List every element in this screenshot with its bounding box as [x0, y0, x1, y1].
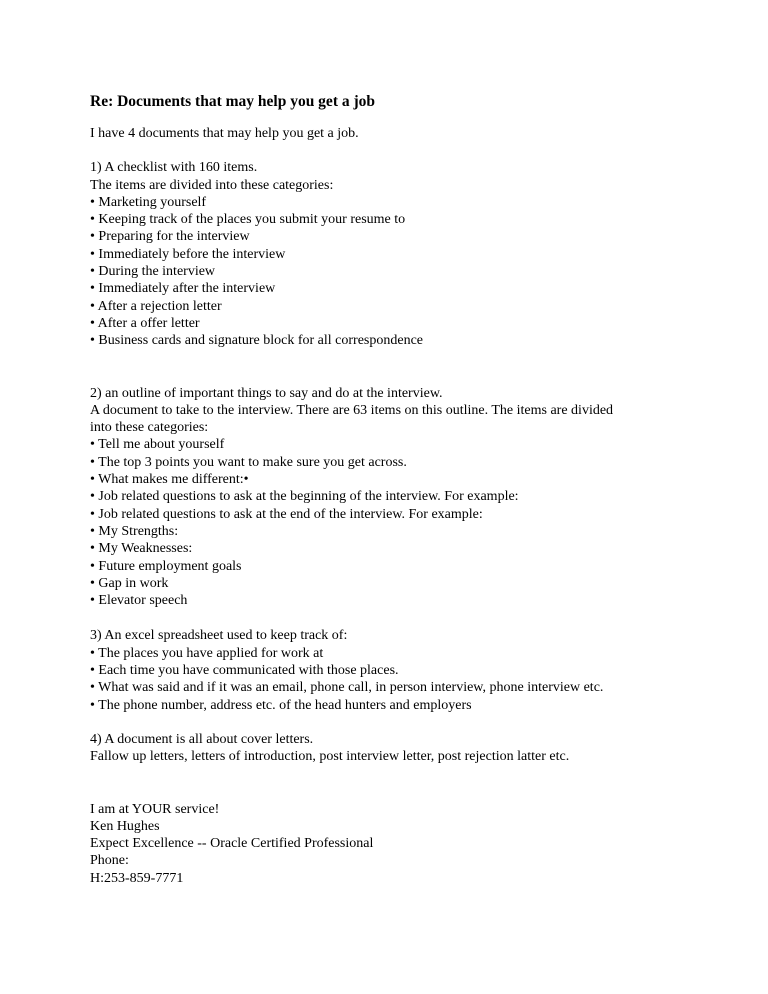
- list-item: • Future employment goals: [90, 558, 242, 574]
- section-spreadsheet: [90, 627, 750, 713]
- signature-block: [90, 801, 750, 887]
- spacer: [90, 714, 750, 731]
- list-item: • Preparing for the interview: [90, 229, 250, 245]
- list-item: • My Strengths:: [90, 523, 179, 539]
- list-item: • What makes me different:•: [90, 472, 249, 488]
- document-page: [90, 92, 750, 887]
- section-checklist: [90, 159, 750, 349]
- section-heading: 1) A checklist with 160 items.: [90, 160, 258, 176]
- signature-name: Ken Hughes: [90, 818, 160, 834]
- list-item: • After a offer letter: [90, 315, 200, 331]
- list-item: • The phone number, address etc. of the head hunters and employers: [90, 697, 472, 713]
- list-item: • The top 3 points you want to make sure you get across.: [90, 454, 407, 470]
- document-title: Re: Documents that may help you get a job: [90, 93, 376, 110]
- list-item: • My Weaknesses:: [90, 541, 193, 557]
- list-item: • After a rejection letter: [90, 298, 222, 314]
- signature-phone-home: H:253-859-7771: [90, 870, 184, 886]
- list-item: • Tell me about yourself: [90, 437, 225, 453]
- section-interview-outline: [90, 385, 750, 610]
- signature-tagline: I am at YOUR service!: [90, 801, 220, 817]
- list-item: • Immediately before the interview: [90, 246, 286, 262]
- list-item: • Gap in work: [90, 575, 169, 591]
- list-item: • Job related questions to ask at the beginning of the interview. For example:: [90, 489, 519, 505]
- spacer: [90, 350, 750, 385]
- list-item: • Job related questions to ask at the end of the interview. For example:: [90, 506, 483, 522]
- spacer: [90, 142, 750, 159]
- section-subheading: The items are divided into these categories:: [90, 177, 334, 193]
- section-description: into these categories:: [90, 420, 209, 436]
- spacer: [90, 766, 750, 801]
- list-item: • Marketing yourself: [90, 194, 207, 210]
- list-item: • During the interview: [90, 264, 216, 280]
- signature-credential: Expect Excellence -- Oracle Certified Professional: [90, 836, 374, 852]
- section-description: Fallow up letters, letters of introduction, post interview letter, post rejection latter etc.: [90, 749, 570, 765]
- list-item: • Keeping track of the places you submit your resume to: [90, 212, 406, 228]
- spacer: [90, 609, 750, 627]
- list-item: • What was said and if it was an email, phone call, in person interview, phone interview etc.: [90, 680, 604, 696]
- list-item: • Elevator speech: [90, 593, 188, 609]
- section-heading: 4) A document is all about cover letters.: [90, 731, 314, 747]
- intro-text: I have 4 documents that may help you get a job.: [90, 126, 359, 141]
- section-description: A document to take to the interview. There are 63 items on this outline. The items are divided: [90, 402, 614, 418]
- list-item: • Each time you have communicated with those places.: [90, 663, 399, 679]
- signature-phone-label: Phone:: [90, 853, 129, 869]
- section-heading: 2) an outline of important things to say and do at the interview.: [90, 385, 443, 401]
- section-heading: 3) An excel spreadsheet used to keep track of:: [90, 628, 348, 644]
- section-cover-letters: [90, 731, 750, 766]
- list-item: • Immediately after the interview: [90, 281, 276, 297]
- list-item: • The places you have applied for work at: [90, 645, 324, 661]
- list-item: • Business cards and signature block for all correspondence: [90, 333, 424, 349]
